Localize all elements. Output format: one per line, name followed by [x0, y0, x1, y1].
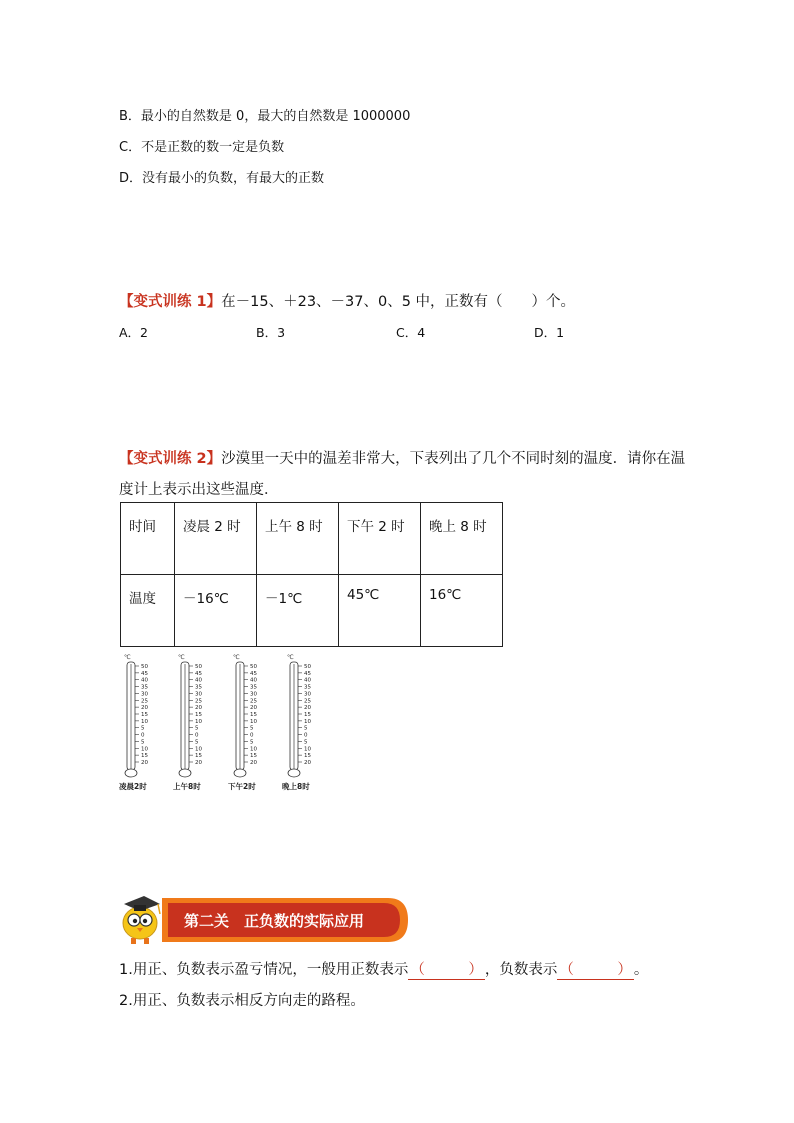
thermometer-tick-label: 0 — [250, 732, 254, 739]
thermometer-tick-label: 20 — [250, 705, 257, 712]
thermometer-bulb — [125, 769, 137, 777]
thermometer-tick-label: 15 — [304, 753, 311, 760]
thermometer-tick-label: 20 — [304, 705, 311, 712]
thermometer-tick-label: 15 — [195, 712, 202, 718]
option-d: D．没有最小的负数，有最大的正数 — [119, 171, 325, 186]
table-cell: 晚上 8 时 — [421, 503, 503, 575]
variant1-tag: 【变式训练 1】 — [119, 294, 222, 310]
section-title: 第二关 正负数的实际应用 — [184, 912, 365, 930]
thermometer-tick-label: 20 — [195, 760, 202, 766]
thermometer-bulb — [234, 769, 246, 777]
thermometer-tick-label: 45 — [304, 670, 311, 677]
thermometer-tick-label: 0 — [141, 732, 145, 739]
variant2-question-line2: 度计上表示出这些温度． — [119, 482, 279, 498]
thermometer-bulb — [288, 769, 300, 777]
table-cell: 温度 — [121, 575, 175, 647]
option-c: C．不是正数的数一定是负数 — [119, 140, 285, 155]
thermometer-tick-label: 5 — [141, 725, 145, 732]
thermometer-tick-label: 10 — [250, 746, 257, 753]
thermometer — [281, 652, 331, 792]
thermometer-tick-label: 50 — [195, 664, 202, 670]
thermometer-tick-label: 25 — [141, 698, 148, 705]
thermometer-tick-label: 5 — [304, 725, 308, 732]
section-banner — [118, 890, 418, 950]
thermometer-tick-label: 20 — [141, 705, 148, 712]
thermometer — [227, 652, 277, 792]
thermometer-tick-label: 35 — [250, 684, 257, 691]
table-cell: 凌晨 2 时 — [175, 503, 257, 575]
variant1-text: 在－15、＋23、－37、0、5 中，正数有（ ）个。 — [221, 294, 576, 310]
thermometer-tick-label: 10 — [304, 718, 311, 725]
graduate-chick-icon — [123, 896, 160, 944]
section-banner-graphic — [118, 890, 418, 946]
variant1-option-d: D．1 — [534, 325, 565, 340]
table-row — [121, 575, 503, 647]
thermometer-tick-label: 0 — [304, 732, 308, 739]
thermometer-tick-label: 40 — [141, 677, 148, 684]
thermometer-tick-label: 30 — [304, 691, 311, 698]
thermometer-unit: ℃ — [124, 654, 131, 661]
thermometer-tick-label: 20 — [141, 760, 148, 766]
temperature-table — [120, 502, 503, 647]
thermometer-tick-label: 20 — [304, 760, 311, 766]
item1-text: 1.用正、负数表示盈亏情况，一般用正数表示 — [119, 962, 409, 978]
thermometer-tick-label: 40 — [304, 677, 311, 684]
thermometer-tick-label: 50 — [250, 664, 257, 670]
thermometer-tick-label: 45 — [141, 670, 148, 677]
thermometer-label: 下午2时 — [228, 782, 256, 791]
thermometer-tick-label: 20 — [195, 705, 202, 712]
thermometer-tick-label: 25 — [250, 698, 257, 705]
variant2-tag: 【变式训练 2】 — [119, 451, 222, 467]
thermometer-tick-label: 5 — [195, 725, 199, 732]
thermometer-tick-label: 15 — [250, 753, 257, 760]
item1-text-mid: ，负数表示 — [484, 962, 558, 978]
thermometer-tick-label: 40 — [195, 677, 202, 684]
thermometer-tick-label: 35 — [195, 684, 202, 691]
thermometer-group — [118, 652, 328, 792]
thermometer-tick-label: 35 — [304, 684, 311, 691]
item1-text-end: 。 — [633, 962, 649, 978]
thermometer-tick-label: 5 — [141, 739, 145, 746]
thermometer-label: 上午8时 — [173, 782, 201, 791]
thermometer-unit: ℃ — [178, 654, 185, 661]
thermometer-tick-label: 10 — [141, 718, 148, 725]
table-cell: 下午 2 时 — [339, 503, 421, 575]
thermometer-tick-label: 15 — [304, 712, 311, 718]
variant1-option-c: C．4 — [396, 325, 426, 340]
variant1-option-a: A．2 — [119, 325, 149, 340]
thermometer-tick-label: 5 — [195, 739, 199, 746]
thermometer-tick-label: 15 — [141, 712, 148, 718]
thermometer-tick-label: 30 — [195, 691, 202, 698]
thermometer-tick-label: 5 — [304, 739, 308, 746]
thermometer-tick-label: 25 — [195, 698, 202, 705]
thermometer-unit: ℃ — [287, 654, 294, 661]
thermometer-tick-label: 0 — [195, 732, 199, 739]
thermometer-tick-label: 20 — [250, 760, 257, 766]
thermometer-tick-label: 15 — [250, 712, 257, 718]
table-cell: －16℃ — [175, 575, 257, 647]
answer-blank-1[interactable]: （ ） — [408, 958, 485, 980]
thermometer-tick-label: 30 — [141, 691, 148, 698]
table-row — [121, 503, 503, 575]
option-b: B．最小的自然数是 0，最大的自然数是 1000000 — [119, 109, 411, 124]
table-cell: 45℃ — [339, 575, 421, 647]
thermometer-tick-label: 40 — [250, 677, 257, 684]
table-cell: 上午 8 时 — [257, 503, 339, 575]
thermometer-tick-label: 5 — [250, 739, 254, 746]
thermometer-tick-label: 35 — [141, 684, 148, 691]
thermometer-unit: ℃ — [233, 654, 240, 661]
thermometer-tick-label: 50 — [141, 664, 148, 670]
table-cell: 时间 — [121, 503, 175, 575]
thermometer-tick-label: 10 — [195, 746, 202, 753]
table-cell: －1℃ — [257, 575, 339, 647]
thermometer-tick-label: 45 — [250, 670, 257, 677]
item-1 — [119, 958, 648, 980]
variant2-text-line1: 沙漠里一天中的温差非常大，下表列出了几个不同时刻的温度．请你在温 — [221, 451, 686, 467]
thermometer-tick-label: 10 — [195, 718, 202, 725]
thermometer-tick-label: 10 — [250, 718, 257, 725]
item-2: 2.用正、负数表示相反方向走的路程。 — [119, 993, 365, 1009]
thermometer-tick-label: 10 — [304, 746, 311, 753]
thermometer-tick-label: 25 — [304, 698, 311, 705]
thermometer — [172, 652, 222, 792]
answer-blank-2[interactable]: （ ） — [557, 958, 634, 980]
variant1-question — [119, 290, 575, 311]
thermometer-tick-label: 15 — [195, 753, 202, 760]
thermometer-label: 晚上8时 — [282, 782, 310, 791]
thermometer-tick-label: 30 — [250, 691, 257, 698]
thermometer-tick-label: 15 — [141, 753, 148, 760]
thermometer-label: 凌晨2时 — [119, 782, 147, 791]
thermometer-tick-label: 5 — [250, 725, 254, 732]
thermometer — [118, 652, 168, 792]
variant1-option-b: B．3 — [256, 325, 286, 340]
thermometer-tick-label: 50 — [304, 664, 311, 670]
thermometer-tick-label: 45 — [195, 670, 202, 677]
thermometer-tick-label: 10 — [141, 746, 148, 753]
table-cell: 16℃ — [421, 575, 503, 647]
variant2-question-line1 — [119, 447, 685, 468]
thermometer-bulb — [179, 769, 191, 777]
